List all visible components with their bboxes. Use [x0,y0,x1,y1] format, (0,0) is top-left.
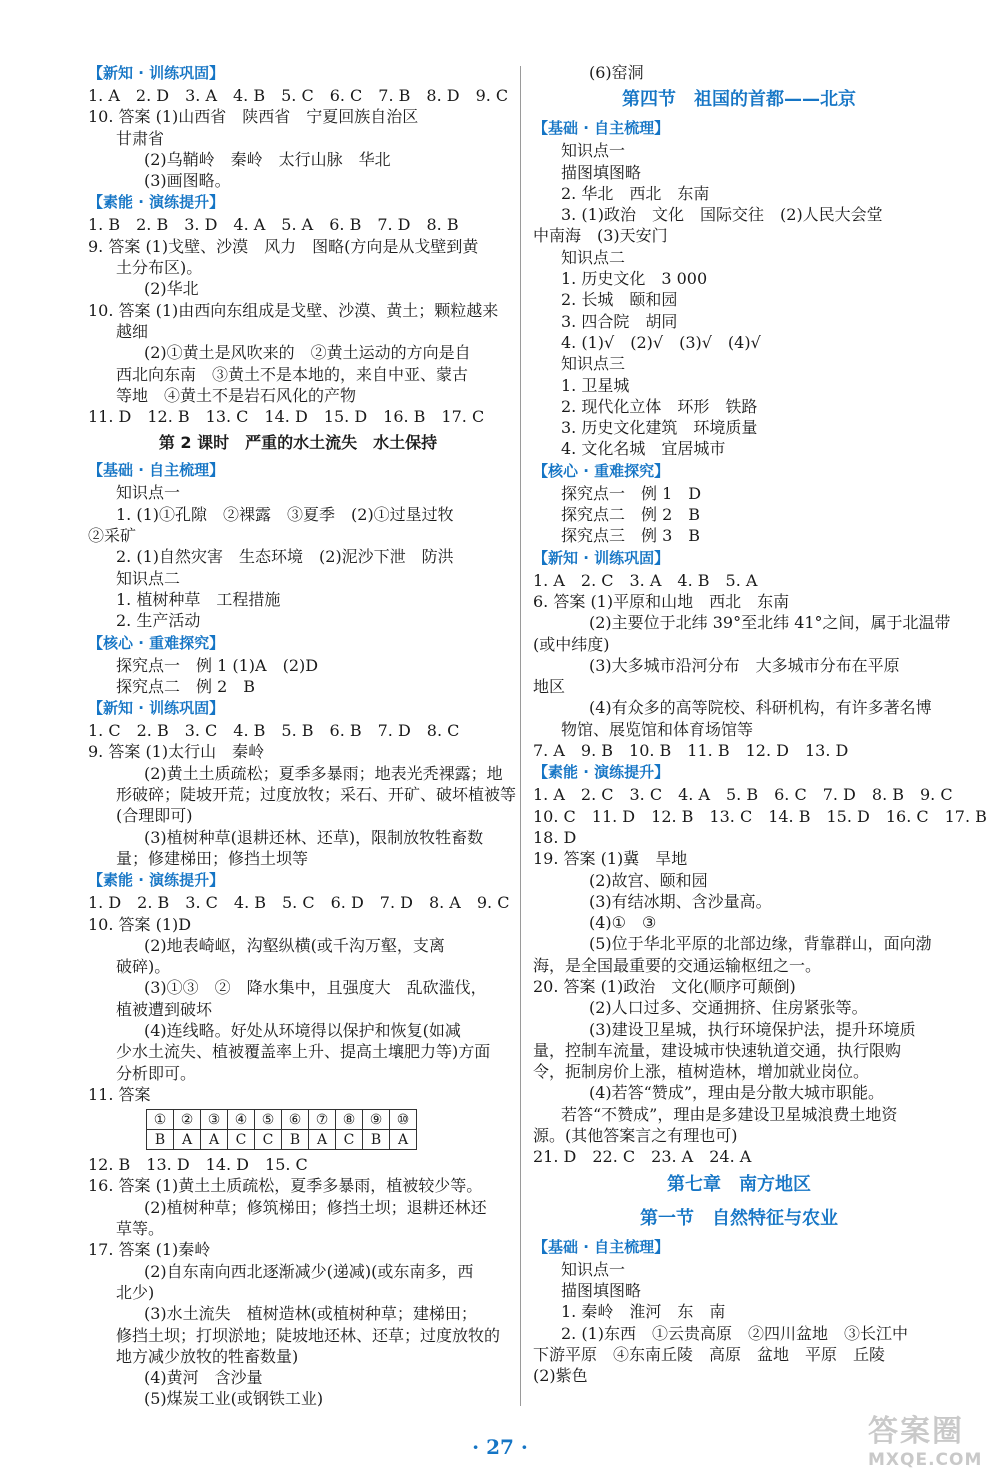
answer-line: 10. 答案 (1)由西向东组成是戈壁、沙漠、黄土；颗粒越来 [88,300,499,320]
answer-line: (2)华北 [144,279,199,299]
answer-line: 1. 秦岭 淮河 东 南 [561,1302,726,1322]
table-cell: ② [174,1110,201,1130]
answer-line: 1. (1)①孔隙 ②裸露 ③夏季 (2)①过垦过牧 [116,504,454,524]
answer-line: 地区 [533,677,566,697]
answer-line: (3)建设卫星城，执行环境保护法，提升环境质 [589,1019,916,1039]
answer-line: 1. D 2. B 3. C 4. B 5. C 6. D 7. D 8. A 9. C [88,893,510,913]
answer-line: 等地 ④黄土不是岩石风化的产物 [116,385,357,405]
answer-line: (或中纬度) [533,634,610,654]
answer-line: 9. 答案 (1)太行山 秦岭 [88,742,265,762]
answer-line: 1. B 2. B 3. D 4. A 5. A 6. B 7. D 8. B [88,215,459,235]
watermark-text: 答案圈 [868,1414,964,1449]
answer-line: 草等。 [116,1219,165,1239]
answer-line: 地方减少放牧的牲畜数量) [116,1346,299,1366]
answer-line: 若答“不赞成”，理由是多建设卫星城浪费土地资 [561,1104,898,1124]
page-number: · 27 · [472,1435,528,1459]
knowledge-point-label: 知识点一 [561,1259,626,1279]
answer-line: 下游平原 ④东南丘陵 高原 盆地 平原 丘陵 [533,1344,886,1364]
answer-line: (3)画图略。 [144,171,231,191]
answer-line: 9. 答案 (1)戈壁、沙漠 风力 图略(方向是从戈壁到黄 [88,236,479,256]
answer-line: (2)紫色 [533,1366,588,1386]
table-cell: ⑨ [363,1110,390,1130]
answer-line: 18. D [533,827,577,847]
answer-line: 源。(其他答案言之有理也可) [533,1126,738,1146]
answer-line: 修挡土坝；打坝淤地；陡坡地还林、还草；过度放牧的 [116,1325,501,1345]
answer-line: ②采矿 [88,526,137,546]
watermark-logo [868,1406,986,1468]
table-cell: B [282,1130,309,1150]
section-tag: 【核心 · 重难探究】 [533,461,670,480]
answer-line: 11. 答案 [88,1084,151,1104]
answer-line: (4)黄河 含沙量 [144,1368,263,1388]
answer-line: 19. 答案 (1)冀 旱地 [533,849,688,869]
answer-line: 11. D 12. B 13. C 14. D 15. D 16. B 17. C [88,407,485,427]
section-tag: 【素能 · 演练提升】 [88,871,225,890]
table-cell: A [390,1130,417,1150]
watermark-url: MXQE.COM [868,1450,983,1470]
section-tag: 【新知 · 训练巩固】 [88,64,225,82]
answer-table-header-row [147,1110,417,1130]
table-cell: A [309,1130,336,1150]
answer-line: 10. 答案 (1)D [88,914,192,934]
section-tag: 【新知 · 训练巩固】 [88,699,225,718]
answer-line: (合理即可) [116,806,193,826]
answer-line: (3)①③ ② 降水集中，且强度大 乱砍滥伐， [144,978,487,998]
answer-line: 4. (1)√ (2)√ (3)√ (4)√ [561,332,761,352]
answer-table-value-row [147,1130,417,1150]
answer-line: 探究点一 例 1 D [561,483,702,503]
table-cell: C [255,1130,282,1150]
answer-line: 少水土流失、植被覆盖率上升、提高土壤肥力等)方面 [116,1042,491,1062]
answer-line: (6)窑洞 [589,63,644,82]
answer-table [146,1109,417,1150]
section-tag: 【素能 · 演练提升】 [533,763,670,782]
answer-line: (2)人口过多、交通拥挤、住房紧张等。 [589,998,868,1018]
left-column [88,62,517,1410]
answer-line: (3)有结冰期、含沙量高。 [589,891,772,911]
knowledge-point-label: 知识点一 [561,141,626,161]
knowledge-point-label: 知识点三 [561,354,626,374]
answer-line: (2)主要位于北纬 39°至北纬 41°之间，属于北温带 [589,613,951,633]
table-cell: ⑥ [282,1110,309,1130]
knowledge-point-label: 知识点二 [116,568,181,588]
answer-line: 植被遭到破坏 [116,999,213,1019]
answer-line: (4)有众多的高等院校、科研机构，有许多著名博 [589,698,932,718]
answer-line: 1. A 2. C 3. A 4. B 5. A [533,570,758,590]
answer-line: 17. 答案 (1)秦岭 [88,1240,211,1260]
answer-line: 中南海 (3)天安门 [533,226,668,246]
answer-line: 10. C 11. D 12. B 13. C 14. B 15. D 16. C 17. B [533,806,987,826]
right-column [533,62,987,1386]
answer-line: 土分布区)。 [116,258,203,278]
table-cell: B [147,1130,174,1150]
section-title: 第一节 自然特征与农业 [640,1207,838,1229]
answer-line: 西北向东南 ③黄土不是本地的，来自中亚、蒙古 [116,364,469,384]
section-tag: 【基础 · 自主梳理】 [533,119,670,138]
answer-line: 1. A 2. C 3. C 4. A 5. B 6. C 7. D 8. B 9. C [533,785,953,805]
column-divider [520,66,521,1406]
answer-line: 1. C 2. B 3. C 4. B 5. B 6. B 7. D 8. C [88,721,460,741]
answer-line: 探究点二 例 2 B [116,676,256,696]
answer-line: 2. 长城 颐和园 [561,290,678,310]
answer-line: (3)水土流失 植树造林(或植树种草；建梯田； [144,1304,477,1324]
answer-line: 16. 答案 (1)黄土土质疏松，夏季多暴雨，植被较少等。 [88,1176,483,1196]
answer-line: 量；修建梯田；修挡土坝等 [116,848,309,868]
answer-line: 2. 华北 西北 东南 [561,183,710,203]
answer-line: 量，控制车流量，建设城市快速轨道交通，执行限购 [533,1040,902,1060]
answer-line: 越细 [116,321,149,341]
answer-line: 7. A 9. B 10. B 11. B 12. D 13. D [533,741,849,761]
table-cell: A [201,1130,228,1150]
answer-line: (5)煤炭工业(或钢铁工业) [144,1389,324,1409]
answer-line: (2)乌鞘岭 秦岭 太行山脉 华北 [144,149,391,169]
answer-line: 1. 植树种草 工程措施 [116,589,281,609]
answer-line: 6. 答案 (1)平原和山地 西北 东南 [533,591,790,611]
answer-line: 2. (1)东西 ①云贵高原 ②四川盆地 ③长江中 [561,1323,909,1343]
answer-line: 20. 答案 (1)政治 文化(顺序可颠倒) [533,976,796,996]
knowledge-point-label: 知识点一 [116,483,181,503]
answer-line: 甘肃省 [116,128,165,148]
table-cell: ⑧ [336,1110,363,1130]
table-cell: C [228,1130,255,1150]
answer-line: 3. (1)政治 文化 国际交往 (2)人民大会堂 [561,205,883,225]
answer-line: (2)①黄土是风吹来的 ②黄土运动的方向是自 [144,343,471,363]
answer-line: (5)位于华北平原的北部边缘，背靠群山，面向渤 [589,934,932,954]
answer-line: 形破碎；陡坡开荒；过度放牧；采石、开矿、破坏植被等 [116,785,517,805]
answer-line: 探究点一 例 1 (1)A (2)D [116,655,319,675]
answer-line: 分析即可。 [116,1063,197,1083]
section-tag: 【核心 · 重难探究】 [88,633,225,652]
section-tag: 【素能 · 演练提升】 [88,193,225,212]
answer-line: 4. 文化名城 宜居城市 [561,439,726,459]
answer-line: 10. 答案 (1)山西省 陕西省 宁夏回族自治区 [88,107,419,127]
answer-line: 物馆、展览馆和体育场馆等 [561,719,754,739]
answer-line: (2)故宫、颐和园 [589,870,708,890]
answer-line: 描图填图略 [561,1280,642,1300]
knowledge-point-label: 知识点二 [561,247,626,267]
table-cell: ⑤ [255,1110,282,1130]
table-cell: ③ [201,1110,228,1130]
answer-line: (3)植树种草(退耕还林、还草)，限制放牧牲畜数 [144,827,484,847]
answer-line: 破碎)。 [116,957,171,977]
answer-line: 2. 现代化立体 环形 铁路 [561,396,758,416]
answer-line: (4)① ③ [589,913,657,933]
table-cell: ⑦ [309,1110,336,1130]
answer-line: (2)黄土土质疏松；夏季多暴雨；地表光秃裸露；地 [144,763,503,783]
answer-line: 令，扼制房价上涨，植树造林，增加就业岗位。 [533,1062,870,1082]
table-cell: A [174,1130,201,1150]
answer-line: 探究点二 例 2 B [561,505,701,525]
answer-line: 3. 四合院 胡同 [561,311,678,331]
answer-line: 描图填图略 [561,162,642,182]
answer-line: (2)自东南向西北逐渐减少(递减)(或东南多，西 [144,1261,474,1281]
answer-line: 海，是全国最重要的交通运输枢纽之一。 [533,955,822,975]
answer-line: 12. B 13. D 14. D 15. C [88,1155,308,1175]
answer-line: 2. 生产活动 [116,611,201,631]
answer-line: 探究点三 例 3 B [561,526,701,546]
section-tag: 【基础 · 自主梳理】 [88,461,225,480]
answer-line: (3)大多城市沿河分布 大多城市分布在平原 [589,655,900,675]
table-cell: ① [147,1110,174,1130]
answer-line: 21. D 22. C 23. A 24. A [533,1147,752,1167]
section-title: 第四节 祖国的首都——北京 [622,89,856,111]
table-cell: C [336,1130,363,1150]
section-tag: 【基础 · 自主梳理】 [533,1237,670,1256]
answer-line: 1. 历史文化 3 000 [561,269,708,289]
lesson-title: 第 2 课时 严重的水土流失 水土保持 [158,433,438,453]
table-cell: ④ [228,1110,255,1130]
answer-line: (4)若答“赞成”，理由是分散大城市职能。 [589,1083,885,1103]
answer-line: (4)连线略。好处从环境得以保护和恢复(如减 [144,1020,461,1040]
answer-line: 3. 历史文化建筑 环境质量 [561,418,758,438]
answer-line: (2)地表崎岖，沟壑纵横(或千沟万壑，支离 [144,935,445,955]
answer-line: 1. 卫星城 [561,375,630,395]
answer-line: (2)植树种草；修筑梯田；修挡土坝；退耕还林还 [144,1197,487,1217]
answer-line: 北少) [116,1282,155,1302]
answer-line: 2. (1)自然灾害 生态环境 (2)泥沙下泄 防洪 [116,547,454,567]
section-tag: 【新知 · 训练巩固】 [533,548,670,567]
chapter-title: 第七章 南方地区 [667,1173,811,1195]
table-cell: ⑩ [390,1110,417,1130]
table-cell: B [363,1130,390,1150]
answer-line: 1. A 2. D 3. A 4. B 5. C 6. C 7. B 8. D 9. C [88,86,509,105]
